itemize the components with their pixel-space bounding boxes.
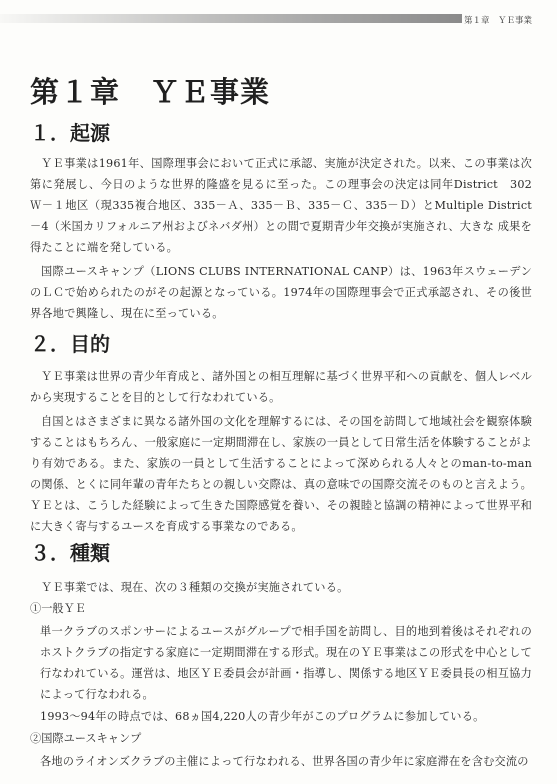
section-heading-types: ３．種類 [30, 541, 110, 565]
origin-paragraph-2: 国際ユースキャンプ（LIONS CLUBS INTERNATIONAL CANP）は、1963年スウェーデンのＬＣで始められたのがその起源となっている。1974年の国際理事会で正式承認され、その後世界各地で興隆し、現在に至っている。 [30, 265, 532, 320]
item-text-youth-camp: 各地のライオンズクラブの主催によって行なわれる、世界各国の青少年に家庭滞在を含む交流の [40, 755, 529, 768]
types-intro: ＹＥ事業では、現在、次の３種類の交換が実施されている。 [41, 581, 349, 594]
item-label-youth-camp: ②国際ユースキャンプ [30, 732, 142, 745]
chapter-title: 第１章 ＹＥ事業 [30, 75, 271, 109]
origin-paragraph-1: ＹＥ事業は1961年、国際理事会において正式に承認、実施が決定された。以来、この事業は次第に発展し、今日のような世界的隆盛を見るに至った。この理事会の決定は同年District 302 Ｗ－１地区（現335複合地区、335－Ａ、335－Ｂ、335－Ｃ、335－Ｄ）とMultiple District－4（米国カリフォルニア州およびネバダ州）との間で夏期青少年交換が実施され、大きな 成果を得たことに端を発している。 [30, 157, 532, 254]
item-text-general-ye: 単一クラブのスポンサーによるユースがグループで相手国を訪問し、目的地到着後はそれぞれのホストクラブの指定する家庭に一定期間滞在する形式。現在のＹＥ事業はこの形式を中心として行なわれている。運営は、地区ＹＥ委員会が計画・指導し、関係する地区ＹＥ委員長の相互協力によって行なわれる。 [40, 625, 532, 701]
section-heading-purpose: ２．目的 [30, 332, 110, 356]
section-heading-origin: １．起源 [30, 121, 110, 145]
header-rule [0, 14, 462, 23]
purpose-paragraph-1: ＹＥ事業は世界の青少年育成と、諸外国との相互理解に基づく世界平和への貢献を、個人レベルから実現することを目的として行なわれている。 [30, 370, 532, 404]
item-note-general-ye: 1993～94年の時点では、68ヵ国4,220人の青少年がこのプログラムに参加している。 [40, 710, 485, 723]
item-label-general-ye: ①一般ＹＥ [30, 602, 86, 615]
running-header: 第１章 ＹＥ事業 [464, 16, 533, 26]
purpose-paragraph-2: 自国とはさまざまに異なる諸外国の文化を理解するには、その国を訪問して地域社会を観察体験することはもちろん、一般家庭に一定期間滞在し、家族の一員として日常生活を体験することがより有効である。また、家族の一員として生活することによって深められる人々とのman-to-manの関係、とくに同年輩の青年たちとの親しい交際は、真の意味での国際交流そのものと言えよう。ＹＥとは、こうした経験によって生きた国際感覚を養い、その親睦と協調の精神によって世界平和に大きく寄与するユースを育成する事業なのである。 [30, 415, 532, 533]
